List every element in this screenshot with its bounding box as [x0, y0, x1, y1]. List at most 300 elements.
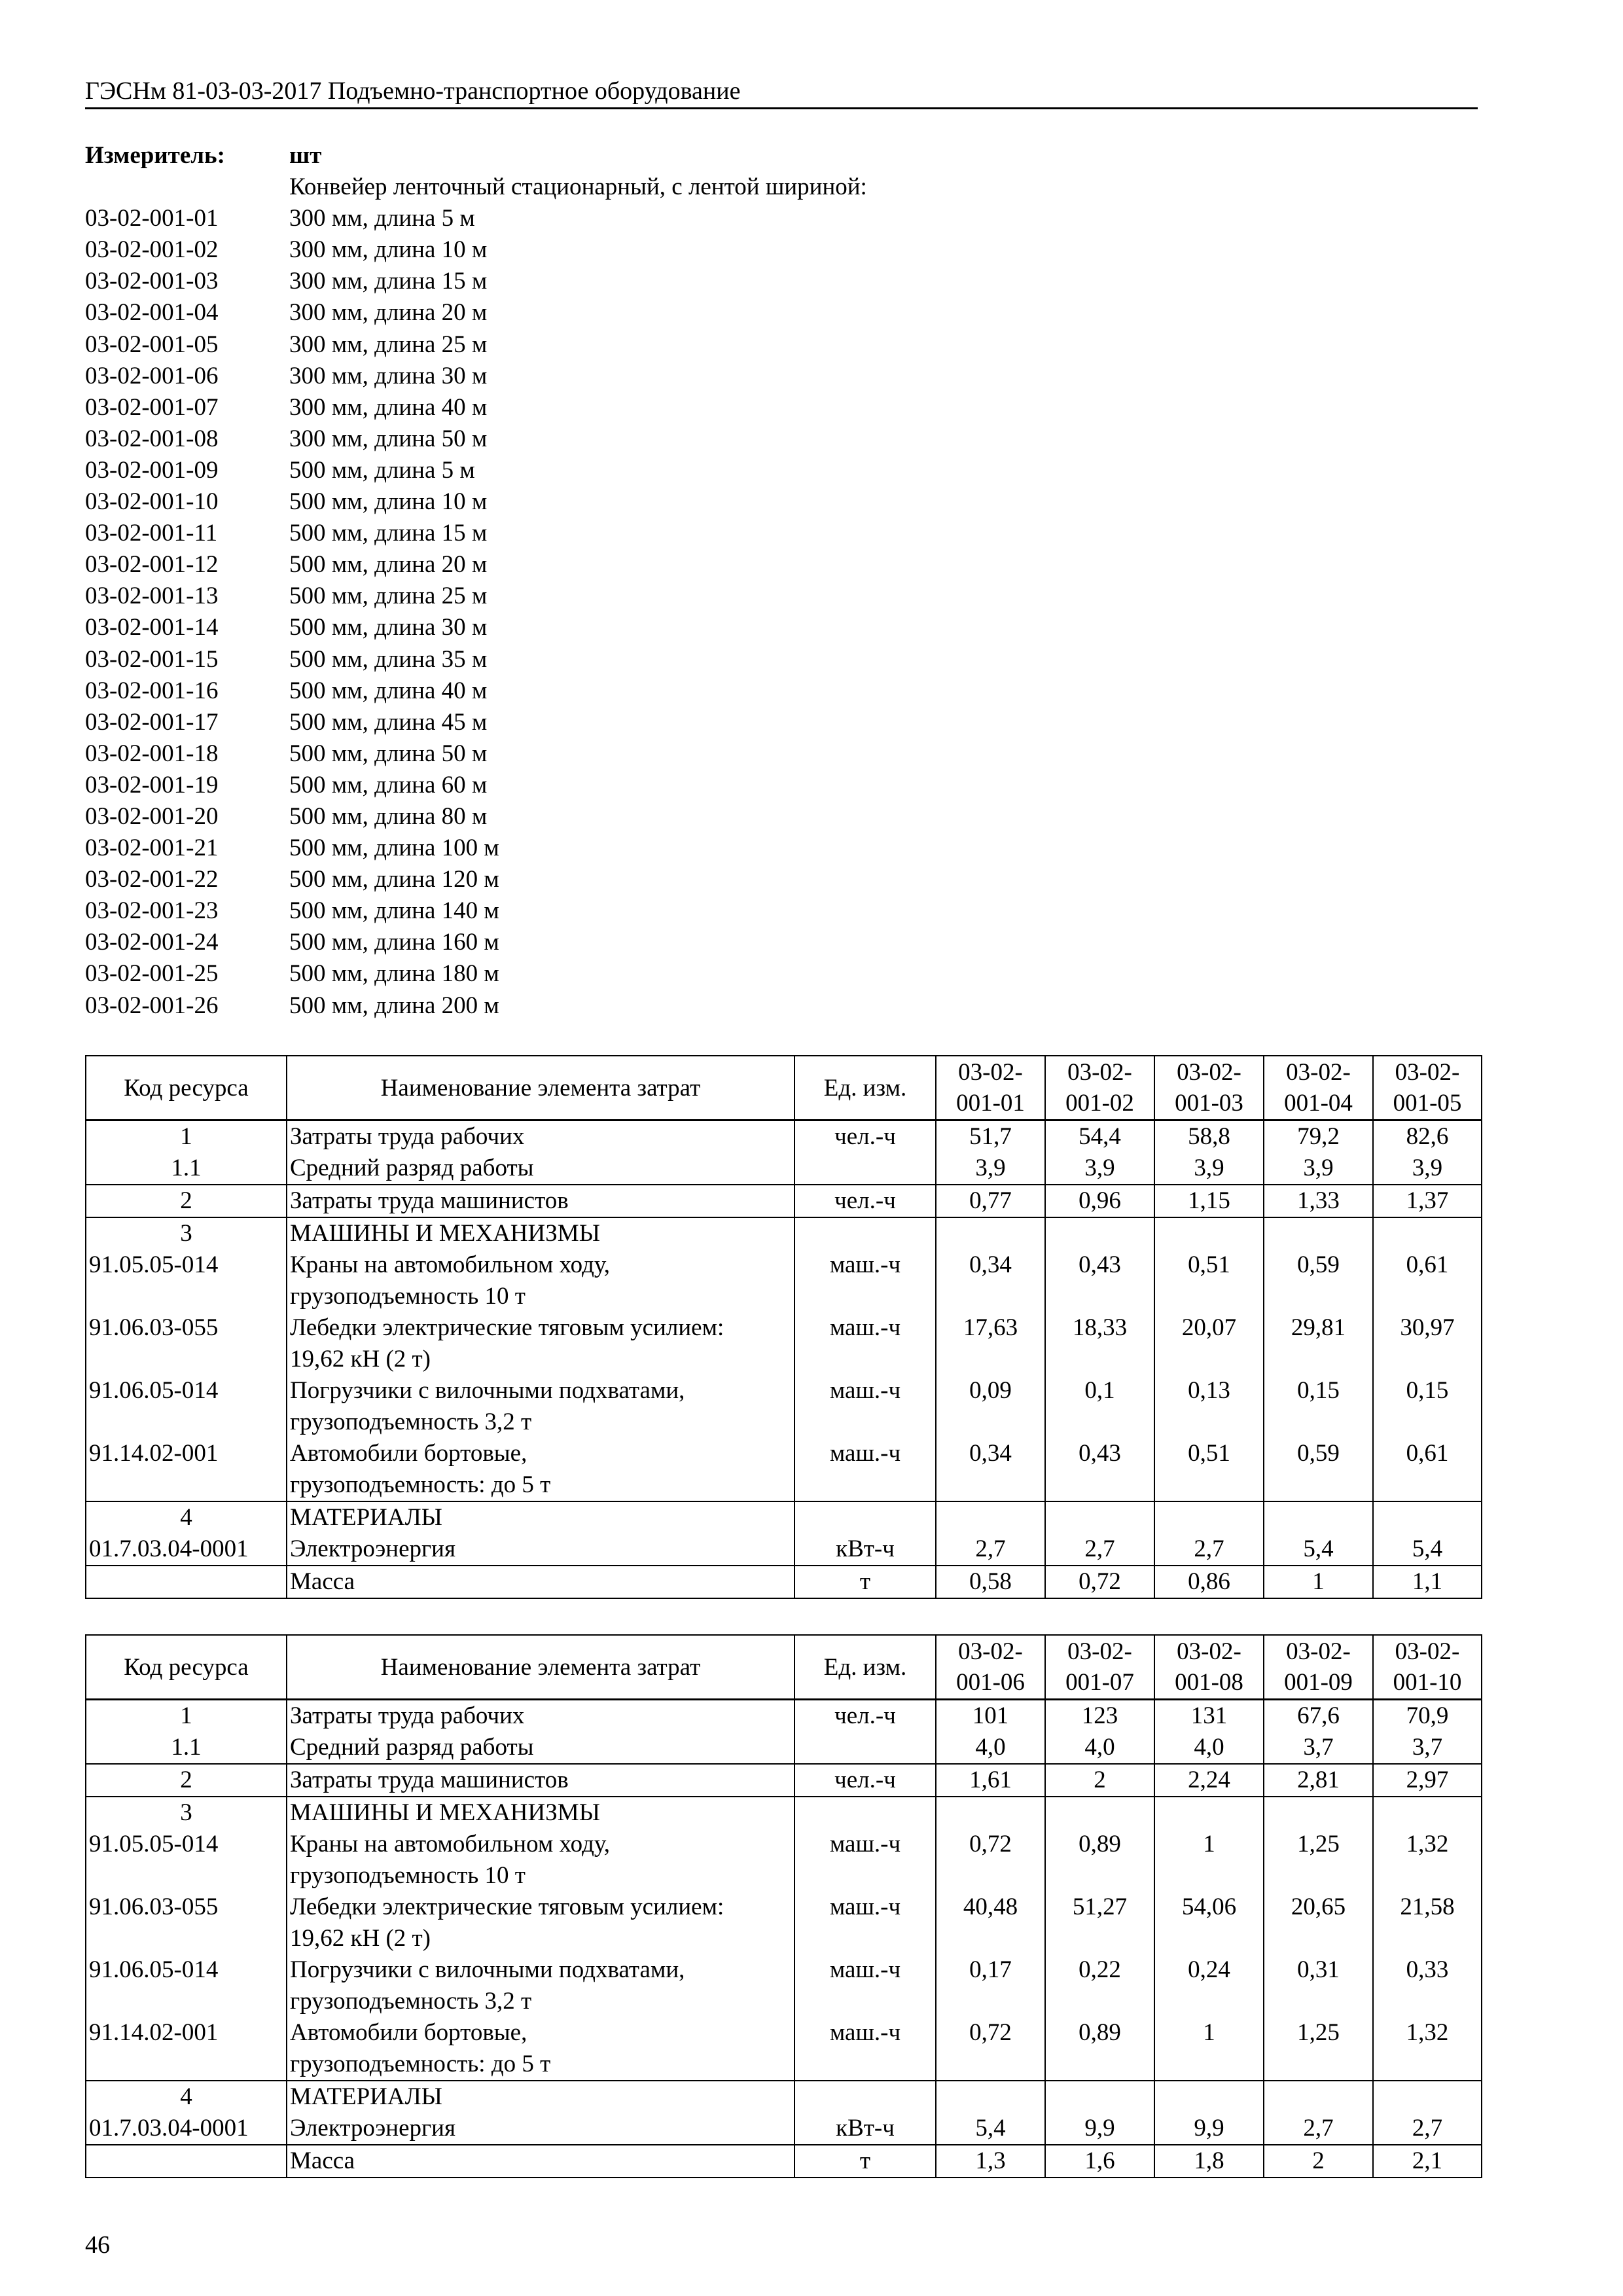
norm-value: 2,7: [1264, 2113, 1373, 2145]
norm-code-line1: 03-02-: [1286, 1638, 1351, 1665]
norm-value: [1045, 1217, 1154, 1249]
resource-unit: [794, 1797, 936, 1829]
measure-item-code: 03-02-001-13: [85, 583, 219, 610]
measure-item-text: 500 мм, длина 30 м: [289, 614, 488, 641]
norm-value: 0,43: [1045, 1438, 1154, 1501]
measure-item-text: 500 мм, длина 10 м: [289, 488, 488, 516]
resource-unit: чел.-ч: [794, 1764, 936, 1797]
resource-unit: маш.-ч: [794, 1954, 936, 2017]
header-norm-code: [1045, 1056, 1154, 1121]
resource-name-line: Краны на автомобильном ходу,: [290, 1251, 610, 1278]
norm-value: 131: [1154, 1700, 1264, 1732]
norm-code-line2: 001-03: [1175, 1090, 1243, 1117]
header-code: Код ресурса: [86, 1635, 287, 1700]
norm-value: 4,0: [1045, 1732, 1154, 1764]
resource-code: 91.14.02-001: [86, 2017, 287, 2081]
norm-value: 0,86: [1154, 1566, 1264, 1598]
header-norm-code: [1154, 1056, 1264, 1121]
norm-value: [1154, 1501, 1264, 1534]
table-row: [86, 1566, 1482, 1598]
measure-item: [85, 266, 867, 297]
measure-item-code: 03-02-001-15: [85, 645, 219, 673]
measure-item-code: 03-02-001-05: [85, 331, 219, 358]
norm-value: 2,97: [1373, 1764, 1482, 1797]
measure-item: [85, 361, 867, 392]
resource-name-line: Средний разряд работы: [290, 1155, 534, 1181]
measure-item-text: 500 мм, длина 50 м: [289, 740, 488, 767]
measure-item-text: 300 мм, длина 50 м: [289, 425, 488, 452]
measure-item-text: 300 мм, длина 15 м: [289, 268, 488, 295]
resource-name: [287, 1797, 794, 1829]
measure-item-text: 500 мм, длина 120 м: [289, 866, 499, 893]
norm-value: 0,89: [1045, 2017, 1154, 2081]
measure-item-code: 03-02-001-08: [85, 425, 219, 452]
measure-item: [85, 738, 867, 770]
measure-item: [85, 549, 867, 581]
norm-value: 1,25: [1264, 1829, 1373, 1892]
measure-item: [85, 518, 867, 549]
norm-value: 82,6: [1373, 1121, 1482, 1153]
norm-value: 5,4: [936, 2113, 1045, 2145]
resource-unit: т: [794, 1566, 936, 1598]
norm-value: [1045, 1501, 1154, 1534]
table-row: [86, 1892, 1482, 1954]
norm-code-line2: 001-06: [956, 1669, 1025, 1696]
norm-value: 0,77: [936, 1185, 1045, 1217]
measure-item-code: 03-02-001-17: [85, 708, 219, 736]
resource-name-line: грузоподъемность 3,2 т: [290, 1408, 532, 1435]
measure-item-text: 500 мм, длина 35 м: [289, 645, 488, 673]
measure-item-text: 300 мм, длина 25 м: [289, 331, 488, 358]
norm-value: 2,81: [1264, 1764, 1373, 1797]
norm-value: 1: [1154, 1829, 1264, 1892]
norm-value: 101: [936, 1700, 1045, 1732]
norm-value: 0,31: [1264, 1954, 1373, 2017]
norm-value: 1,37: [1373, 1185, 1482, 1217]
norm-value: [1264, 1797, 1373, 1829]
measure-item-code: 03-02-001-26: [85, 992, 219, 1019]
norm-value: 0,22: [1045, 1954, 1154, 2017]
resource-name: [287, 1501, 794, 1534]
measure-item-text: 500 мм, длина 100 м: [289, 834, 499, 862]
resource-code: 1.1: [86, 1732, 287, 1764]
measure-item-text: 500 мм, длина 60 м: [289, 771, 488, 798]
header-norm-code: [1264, 1635, 1373, 1700]
norm-value: 3,9: [1154, 1153, 1264, 1185]
measure-item-text: 500 мм, длина 80 м: [289, 802, 488, 830]
norm-code-line1: 03-02-: [1177, 1059, 1241, 1086]
measure-item-text: 500 мм, длина 15 м: [289, 520, 488, 547]
norm-value: 1: [1154, 2017, 1264, 2081]
header-norm-code: [1373, 1635, 1482, 1700]
resource-unit: т: [794, 2145, 936, 2178]
resource-name-line: грузоподъемность 10 т: [290, 1862, 526, 1889]
resource-code: 2: [86, 1764, 287, 1797]
resource-name: [287, 2145, 794, 2178]
norm-value: 2: [1264, 2145, 1373, 2178]
resource-name-line: МАТЕРИАЛЫ: [290, 2083, 442, 2110]
norm-code-line2: 001-09: [1284, 1669, 1353, 1696]
resource-name-line: Погрузчики с вилочными подхватами,: [290, 1377, 685, 1404]
norm-value: 0,61: [1373, 1249, 1482, 1312]
measure-item-code: 03-02-001-20: [85, 802, 219, 830]
norm-value: 1,25: [1264, 2017, 1373, 2081]
resource-code: 4: [86, 2081, 287, 2113]
resource-name-line: МАШИНЫ И МЕХАНИЗМЫ: [290, 1799, 600, 1826]
resource-code: 91.05.05-014: [86, 1249, 287, 1312]
measure-item-text: 300 мм, длина 5 м: [289, 205, 475, 232]
norm-value: 70,9: [1373, 1700, 1482, 1732]
resource-name-line: грузоподъемность 3,2 т: [290, 1988, 532, 2015]
norm-value: 21,58: [1373, 1892, 1482, 1954]
resource-name: [287, 1185, 794, 1217]
measure-item-text: 500 мм, длина 5 м: [289, 456, 475, 484]
norm-value: 1,8: [1154, 2145, 1264, 2178]
norm-value: 1: [1264, 1566, 1373, 1598]
measure-item-code: 03-02-001-16: [85, 677, 219, 704]
resource-name-line: Электроэнергия: [290, 2115, 455, 2142]
resource-code: 4: [86, 1501, 287, 1534]
resource-unit: маш.-ч: [794, 1312, 936, 1375]
resource-table-1: [85, 1055, 1482, 1599]
measure-item-text: 500 мм, длина 160 м: [289, 929, 499, 956]
measure-item-code: 03-02-001-25: [85, 960, 219, 988]
resource-unit: кВт-ч: [794, 1534, 936, 1566]
norm-value: 1,1: [1373, 1566, 1482, 1598]
norm-value: 123: [1045, 1700, 1154, 1732]
header-norm-code: [1045, 1635, 1154, 1700]
measure-item-text: 500 мм, длина 20 м: [289, 551, 488, 579]
measure-description-row: [85, 171, 867, 203]
measure-item: [85, 895, 867, 927]
norm-value: 0,96: [1045, 1185, 1154, 1217]
measure-item: [85, 612, 867, 643]
norm-value: 9,9: [1154, 2113, 1264, 2145]
resource-code: 2: [86, 1185, 287, 1217]
measure-item: [85, 927, 867, 958]
resource-name-line: Краны на автомобильном ходу,: [290, 1831, 610, 1857]
measure-item-text: 500 мм, длина 45 м: [289, 708, 488, 736]
resource-unit: маш.-ч: [794, 1892, 936, 1954]
norm-value: 40,48: [936, 1892, 1045, 1954]
resource-name-line: Затраты труда рабочих: [290, 1123, 525, 1150]
measure-item: [85, 833, 867, 864]
norm-value: [1373, 2081, 1482, 2113]
norm-value: 1,32: [1373, 2017, 1482, 2081]
measure-item: [85, 990, 867, 1022]
norm-code-line2: 001-04: [1284, 1090, 1353, 1117]
resource-name-line: Погрузчики с вилочными подхватами,: [290, 1956, 685, 1983]
norm-value: 20,07: [1154, 1312, 1264, 1375]
measure-item-text: 500 мм, длина 25 м: [289, 583, 488, 610]
table-row: [86, 2081, 1482, 2113]
resource-code: 91.06.03-055: [86, 1312, 287, 1375]
header-norm-code: [1154, 1635, 1264, 1700]
resource-name-line: Лебедки электрические тяговым усилием:: [290, 1893, 724, 1920]
resource-name: [287, 1829, 794, 1892]
measure-item: [85, 329, 867, 361]
norm-code-line1: 03-02-: [958, 1638, 1023, 1665]
table-row: [86, 1954, 1482, 2017]
norm-value: 67,6: [1264, 1700, 1373, 1732]
table-row: [86, 1501, 1482, 1534]
measure-item: [85, 234, 867, 266]
resource-code: 1: [86, 1700, 287, 1732]
resource-unit: маш.-ч: [794, 1829, 936, 1892]
measure-item-text: 500 мм, длина 40 м: [289, 677, 488, 704]
norm-code-line2: 001-05: [1393, 1090, 1462, 1117]
header-code: Код ресурса: [86, 1056, 287, 1121]
page-number: 46: [85, 2231, 110, 2259]
header-norm-code: [1264, 1056, 1373, 1121]
table-row: [86, 1829, 1482, 1892]
resource-name: [287, 1732, 794, 1764]
header-unit: Ед. изм.: [794, 1056, 936, 1121]
norm-value: 0,15: [1264, 1375, 1373, 1438]
measure-item-code: 03-02-001-24: [85, 929, 219, 956]
norm-value: 1,3: [936, 2145, 1045, 2178]
norm-value: 0,33: [1373, 1954, 1482, 2017]
norm-value: 2,24: [1154, 1764, 1264, 1797]
resource-name-line: Затраты труда рабочих: [290, 1702, 525, 1729]
resource-unit: маш.-ч: [794, 1438, 936, 1501]
norm-value: 2: [1045, 1764, 1154, 1797]
resource-name-line: Средний разряд работы: [290, 1734, 534, 1761]
table-row: [86, 1217, 1482, 1249]
measure-item-text: 500 мм, длина 180 м: [289, 960, 499, 988]
measure-item-code: 03-02-001-04: [85, 299, 219, 327]
measure-item: [85, 203, 867, 234]
resource-name-line: МАТЕРИАЛЫ: [290, 1504, 442, 1531]
resource-code: 91.06.05-014: [86, 1954, 287, 2017]
norm-value: 5,4: [1373, 1534, 1482, 1566]
norm-value: 3,9: [936, 1153, 1045, 1185]
measure-label: Измеритель:: [85, 142, 225, 169]
norm-value: 0,34: [936, 1249, 1045, 1312]
table-row: [86, 1438, 1482, 1501]
norm-code-line1: 03-02-: [958, 1059, 1023, 1086]
resource-unit: маш.-ч: [794, 1249, 936, 1312]
header-unit: Ед. изм.: [794, 1635, 936, 1700]
resource-name: [287, 2113, 794, 2145]
resource-name-line: 19,62 кН (2 т): [290, 1346, 431, 1372]
header-norm-code: [936, 1056, 1045, 1121]
measure-item-text: 300 мм, длина 40 м: [289, 393, 488, 421]
measure-unit: шт: [289, 142, 322, 169]
table-row: [86, 1312, 1482, 1375]
norm-value: 0,51: [1154, 1438, 1264, 1501]
norm-value: 3,7: [1373, 1732, 1482, 1764]
norm-value: 2,7: [1045, 1534, 1154, 1566]
norm-value: 4,0: [936, 1732, 1045, 1764]
resource-name-line: грузоподъемность 10 т: [290, 1283, 526, 1310]
resource-name-line: Масса: [290, 2147, 355, 2174]
norm-value: [936, 1797, 1045, 1829]
norm-value: 0,61: [1373, 1438, 1482, 1501]
measure-item-code: 03-02-001-03: [85, 268, 219, 295]
resource-name: [287, 1534, 794, 1566]
norm-value: [1373, 1501, 1482, 1534]
resource-name: [287, 1954, 794, 2017]
measure-item-code: 03-02-001-11: [85, 520, 218, 547]
table-row: [86, 1375, 1482, 1438]
resource-code: 91.14.02-001: [86, 1438, 287, 1501]
table-header-row: [86, 1635, 1482, 1700]
measure-item: [85, 707, 867, 738]
norm-value: [1154, 1217, 1264, 1249]
norm-code-line1: 03-02-: [1395, 1059, 1460, 1086]
norm-value: 58,8: [1154, 1121, 1264, 1153]
measure-item-code: 03-02-001-01: [85, 205, 219, 232]
table-header-row: [86, 1056, 1482, 1121]
measure-item-code: 03-02-001-07: [85, 393, 219, 421]
norm-value: 0,72: [936, 2017, 1045, 2081]
table-row: [86, 1185, 1482, 1217]
norm-value: 0,51: [1154, 1249, 1264, 1312]
measure-item-code: 03-02-001-14: [85, 614, 219, 641]
norm-value: [1373, 1217, 1482, 1249]
resource-name: [287, 1700, 794, 1732]
measure-item-text: 500 мм, длина 140 м: [289, 897, 499, 925]
resource-unit: [794, 1217, 936, 1249]
table-row: [86, 1700, 1482, 1732]
resource-name: [287, 1764, 794, 1797]
resource-name: [287, 1153, 794, 1185]
norm-value: 3,9: [1264, 1153, 1373, 1185]
norm-value: 0,43: [1045, 1249, 1154, 1312]
table-row: [86, 1249, 1482, 1312]
measure-item: [85, 581, 867, 612]
resource-code: 91.06.05-014: [86, 1375, 287, 1438]
table-row: [86, 1121, 1482, 1153]
measure-item: [85, 423, 867, 455]
measure-item-code: 03-02-001-09: [85, 456, 219, 484]
resource-code: [86, 2145, 287, 2178]
measure-description: Конвейер ленточный стационарный, с лентой шириной:: [289, 173, 867, 201]
measure-item-text: 300 мм, длина 30 м: [289, 362, 488, 389]
resource-name-line: Затраты труда машинистов: [290, 1767, 569, 1793]
norm-code-line2: 001-02: [1065, 1090, 1134, 1117]
resource-unit: чел.-ч: [794, 1185, 936, 1217]
measure-item: [85, 644, 867, 675]
norm-code-line2: 001-10: [1393, 1669, 1462, 1696]
norm-value: [1045, 2081, 1154, 2113]
resource-name: [287, 1249, 794, 1312]
measure-unit-row: [85, 140, 867, 171]
norm-value: 2,7: [1154, 1534, 1264, 1566]
resource-code: [86, 1566, 287, 1598]
resource-name: [287, 1375, 794, 1438]
resource-code: 3: [86, 1217, 287, 1249]
resource-name: [287, 1892, 794, 1954]
norm-value: 3,9: [1373, 1153, 1482, 1185]
resource-unit: маш.-ч: [794, 1375, 936, 1438]
resource-code: 3: [86, 1797, 287, 1829]
resource-code: 91.05.05-014: [86, 1829, 287, 1892]
resource-name: [287, 2017, 794, 2081]
norm-value: 18,33: [1045, 1312, 1154, 1375]
norm-value: 29,81: [1264, 1312, 1373, 1375]
norm-code-line2: 001-01: [956, 1090, 1025, 1117]
norm-value: 1,32: [1373, 1829, 1482, 1892]
norm-value: 4,0: [1154, 1732, 1264, 1764]
table-row: [86, 2017, 1482, 2081]
norm-value: [1373, 1797, 1482, 1829]
table-row: [86, 1534, 1482, 1566]
norm-code-line2: 001-08: [1175, 1669, 1243, 1696]
norm-value: 9,9: [1045, 2113, 1154, 2145]
norm-value: 0,34: [936, 1438, 1045, 1501]
resource-name: [287, 1438, 794, 1501]
norm-value: 54,4: [1045, 1121, 1154, 1153]
measure-item: [85, 486, 867, 518]
resource-name-line: грузоподъемность: до 5 т: [290, 1471, 551, 1498]
resource-name-line: Автомобили бортовые,: [290, 1440, 527, 1467]
norm-code-line1: 03-02-: [1395, 1638, 1460, 1665]
measure-item-text: 300 мм, длина 10 м: [289, 236, 488, 264]
resource-code: 1.1: [86, 1153, 287, 1185]
resource-name: [287, 2081, 794, 2113]
measure-item-code: 03-02-001-12: [85, 551, 219, 579]
norm-value: 54,06: [1154, 1892, 1264, 1954]
norm-value: 3,9: [1045, 1153, 1154, 1185]
norm-value: 51,27: [1045, 1892, 1154, 1954]
resource-name-line: 19,62 кН (2 т): [290, 1925, 431, 1952]
table-row: [86, 1764, 1482, 1797]
norm-value: 30,97: [1373, 1312, 1482, 1375]
header-name: Наименование элемента затрат: [287, 1635, 794, 1700]
resource-unit: [794, 1153, 936, 1185]
header-norm-code: [1373, 1056, 1482, 1121]
norm-code-line2: 001-07: [1065, 1669, 1134, 1696]
measure-item: [85, 297, 867, 329]
norm-value: 2,7: [936, 1534, 1045, 1566]
measure-item-code: 03-02-001-23: [85, 897, 219, 925]
measure-item: [85, 392, 867, 423]
norm-value: [1154, 2081, 1264, 2113]
norm-value: [936, 1217, 1045, 1249]
measure-item-code: 03-02-001-02: [85, 236, 219, 264]
norm-value: 0,89: [1045, 1829, 1154, 1892]
measure-item-code: 03-02-001-21: [85, 834, 219, 862]
measure-item: [85, 958, 867, 990]
norm-value: 0,13: [1154, 1375, 1264, 1438]
resource-code: 91.06.03-055: [86, 1892, 287, 1954]
table-row: [86, 1732, 1482, 1764]
norm-value: 0,15: [1373, 1375, 1482, 1438]
measure-item: [85, 770, 867, 801]
resource-unit: кВт-ч: [794, 2113, 936, 2145]
table-row: [86, 1153, 1482, 1185]
measure-item-code: 03-02-001-18: [85, 740, 219, 767]
resource-name-line: грузоподъемность: до 5 т: [290, 2051, 551, 2077]
measure-item-text: 500 мм, длина 200 м: [289, 992, 499, 1019]
resource-name: [287, 1217, 794, 1249]
norm-value: 0,72: [936, 1829, 1045, 1892]
norm-value: 51,7: [936, 1121, 1045, 1153]
norm-value: [1264, 2081, 1373, 2113]
page-header: ГЭСНм 81-03-03-2017 Подъемно-транспортное оборудование: [85, 76, 1478, 109]
measure-item: [85, 801, 867, 833]
measure-block: [85, 140, 867, 1022]
table-row: [86, 2145, 1482, 2178]
resource-name-line: Лебедки электрические тяговым усилием:: [290, 1314, 724, 1341]
resource-code: 1: [86, 1121, 287, 1153]
norm-code-line1: 03-02-: [1177, 1638, 1241, 1665]
resource-name: [287, 1566, 794, 1598]
norm-value: 0,58: [936, 1566, 1045, 1598]
resource-name-line: МАШИНЫ И МЕХАНИЗМЫ: [290, 1220, 600, 1247]
